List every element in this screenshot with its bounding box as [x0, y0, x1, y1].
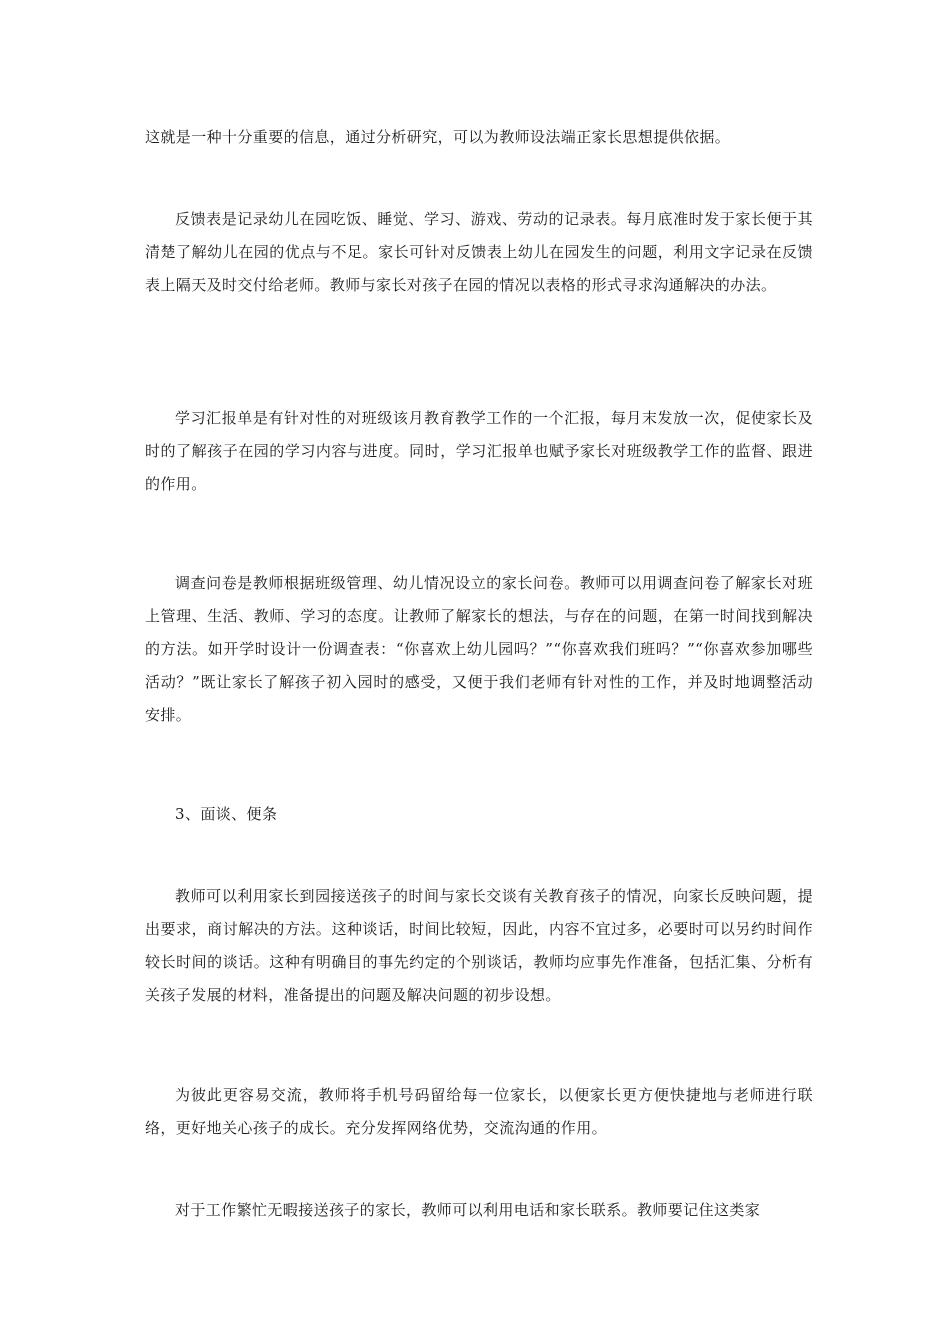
- paragraph-phone-number: 为彼此更容易交流，教师将手机号码留给每一位家长，以便家长更方便快捷地与老师进行联络，更好地关心孩子的成长。充分发挥网络优势，交流沟通的作用。: [145, 1086, 813, 1137]
- paragraph-feedback-form: 反馈表是记录幼儿在园吃饭、睡觉、学习、游戏、劳动的记录表。每月底准时发于家长便于其清楚了解幼儿在园的优点与不足。家长可针对反馈表上幼儿在园发生的问题，利用文字记录在反馈表上隔天及时交付给老师。教师与家长对孩子在园的情况以表格的形式寻求沟通解决的办法。: [145, 210, 813, 294]
- paragraph-interview: 教师可以利用家长到园接送孩子的时间与家长交谈有关教育孩子的情况，向家长反映问题，提出要求，商讨解决的方法。这种谈话，时间比较短，因此，内容不宜过多，必要时可以另约时间作较长时间的谈话。这种有明确目的事先约定的个别谈话，教师均应事先作准备，包括汇集、分析有关孩子发展的材料，准备提出的问题及解决问题的初步设想。: [145, 887, 813, 1004]
- section-heading-interview: 3、面谈、便条: [175, 805, 278, 823]
- paragraph-busy-parents: 对于工作繁忙无暇接送孩子的家长，教师可以利用电话和家长联系。教师要记住这类家: [175, 1201, 761, 1219]
- paragraph-survey: 调查问卷是教师根据班级管理、幼儿情况设立的家长问卷。教师可以用调查问卷了解家长对班上管理、生活、教师、学习的态度。让教师了解家长的想法，与存在的问题，在第一时间找到解决的方法。如开学时设计一份调查表：“你喜欢上幼儿园吗？”“你喜欢我们班吗？”“你喜欢参加哪些活动？”既让家长了解孩子初入园时的感受，又便于我们老师有针对性的工作，并及时地调整活动安排。: [145, 574, 813, 724]
- paragraph-study-report: 学习汇报单是有针对性的对班级该月教育教学工作的一个汇报，每月末发放一次，促使家长及时的了解孩子在园的学习内容与进度。同时，学习汇报单也赋予家长对班级教学工作的监督、跟进的作用。: [145, 409, 813, 493]
- paragraph-info-basis: 这就是一种十分重要的信息，通过分析研究，可以为教师设法端正家长思想提供依据。: [145, 128, 731, 146]
